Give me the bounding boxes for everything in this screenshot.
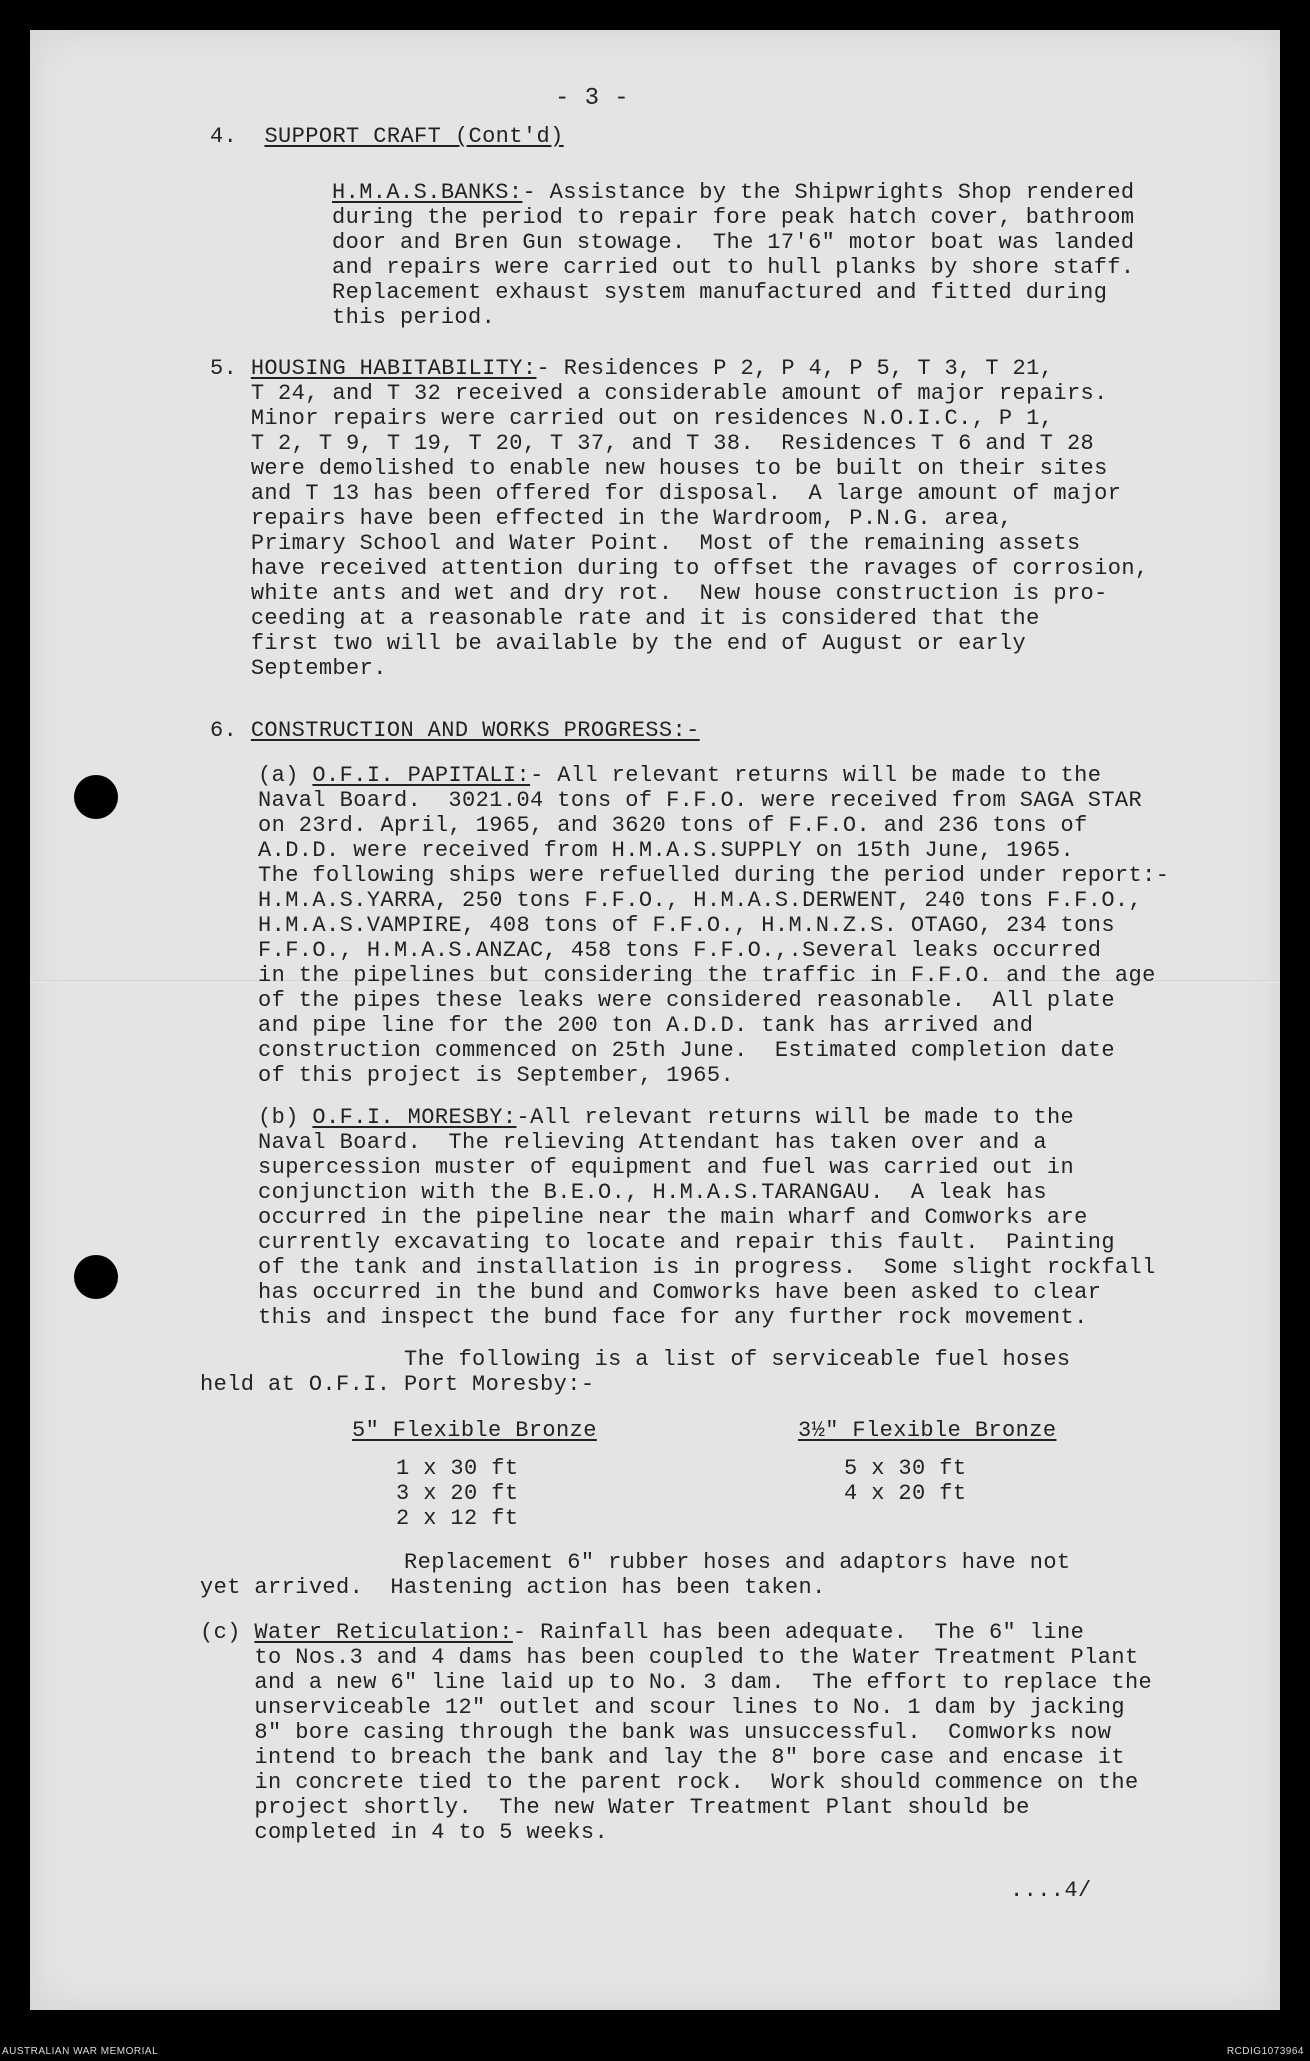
paragraph-line: of this project is September, 1965. [258,1063,735,1088]
paragraph-line: construction commenced on 25th June. Estimated completion date [258,1038,1115,1063]
paragraph-line: Naval Board. 3021.04 tons of F.F.O. were received from SAGA STAR [258,788,1143,813]
subsection-label: O.F.I. PAPITALI: [312,763,531,788]
section-heading: HOUSING HABITABILITY: [250,356,537,381]
section-heading: SUPPORT CRAFT (Cont'd) [264,124,564,149]
paragraph-line: F.F.O., H.M.A.S.ANZAC, 458 tons F.F.O.,.Several leaks occurred [258,938,1102,963]
paragraph-line: has occurred in the bund and Comworks have been asked to clear [258,1280,1102,1305]
section-6b-paragraph [258,1105,1156,1330]
subsection-prefix: (b) [258,1105,313,1130]
page-number: - 3 - [555,85,630,112]
paragraph-line: project shortly. The new Water Treatment Plant should be [254,1795,1030,1820]
paragraph-line: and repairs were carried out to hull planks by shore staff. [332,255,1135,280]
paragraph-line: this and inspect the bund face for any further rock movement. [258,1305,1088,1330]
section-6a-paragraph [258,763,1169,1088]
hose-item: 5 x 30 ft [844,1456,967,1481]
paragraph-line: intend to breach the bank and lay the 8" bore case and encase it [254,1745,1125,1770]
paragraph-line: door and Bren Gun stowage. The 17'6" motor boat was landed [332,230,1135,255]
paragraph-line: unserviceable 12" outlet and scour lines to No. 1 dam by jacking [254,1695,1125,1720]
paragraph-line: supercession muster of equipment and fuel was carried out in [258,1155,1075,1180]
paragraph-line: of the pipes these leaks were considered reasonable. All plate [258,988,1115,1013]
subsection-label: Water Reticulation: [254,1620,513,1645]
document-page [30,30,1280,2010]
hose-column-heading: 3½" Flexible Bronze [798,1418,1057,1443]
hose-column-heading: 5" Flexible Bronze [352,1418,597,1443]
paragraph-line: - Rainfall has been adequate. The 6" line [512,1620,1085,1645]
hoses-intro-paragraph [200,1347,1071,1397]
paragraph-line: to Nos.3 and 4 dams has been coupled to the Water Treatment Plant [254,1645,1139,1670]
record-id: RCDIG1073964 [1226,2046,1304,2057]
paragraph-line: Naval Board. The relieving Attendant has taken over and a [258,1130,1047,1155]
section-number: 4. [210,124,238,149]
paragraph-line: The following is a list of serviceable fuel hoses [200,1347,1071,1372]
paragraph-line: and a new 6" line laid up to No. 3 dam. The effort to replace the [254,1670,1153,1695]
paragraph-line: have received attention during to offset the ravages of corrosion, [250,556,1149,581]
paragraph-line: ceeding at a reasonable rate and it is considered that the [250,606,1040,631]
section-5-paragraph [210,356,1149,681]
paragraph-line: T 24, and T 32 received a considerable amount of major repairs. [250,381,1108,406]
paragraph-line: The following ships were refuelled during the period under report:- [258,863,1170,888]
paragraph-line: during the period to repair fore peak hatch cover, bathroom [332,205,1135,230]
hose-column-3half-in [798,1418,1056,1443]
section-number: 5. [210,356,238,381]
paragraph-line: conjunction with the B.E.O., H.M.A.S.TARANGAU. A leak has [258,1180,1047,1205]
archive-caption: AUSTRALIAN WAR MEMORIAL [2,2046,159,2057]
section-number: 6. [210,718,238,743]
section-6-heading [210,718,700,743]
paragraph-line: held at O.F.I. Port Moresby:- [200,1372,595,1397]
paragraph-line: this period. [332,305,496,330]
subsection-prefix: (a) [258,763,313,788]
section-6c-paragraph [200,1620,1152,1845]
section-heading: CONSTRUCTION AND WORKS PROGRESS:- [250,718,700,743]
paragraph-line: in the pipelines but considering the traffic in F.F.O. and the age [258,963,1156,988]
hose-list-5in [396,1456,518,1531]
subsection-prefix: (c) [200,1620,255,1645]
paragraph-line: first two will be available by the end of August or early [250,631,1027,656]
paragraph-line: yet arrived. Hastening action has been taken. [200,1575,826,1600]
punch-hole-lower [74,1255,118,1299]
paragraph-line: and T 13 has been offered for disposal. A large amount of major [250,481,1122,506]
paragraph-line: repairs have been effected in the Wardroom, P.N.G. area, [250,506,1013,531]
hose-item: 4 x 20 ft [844,1481,967,1506]
paragraph-line: -All relevant returns will be made to the [516,1105,1075,1130]
paragraph-line: currently excavating to locate and repair this fault. Painting [258,1230,1115,1255]
paragraph-line: in concrete tied to the parent rock. Work should commence on the [254,1770,1139,1795]
subsection-label: O.F.I. MORESBY: [312,1105,517,1130]
hose-item: 1 x 30 ft [396,1456,519,1481]
paragraph-line: white ants and wet and dry rot. New house construction is pro- [250,581,1108,606]
paragraph-line: Replacement 6" rubber hoses and adaptors have not [200,1550,1071,1575]
paragraph-line: H.M.A.S.VAMPIRE, 408 tons of F.F.O., H.M.N.Z.S. OTAGO, 234 tons [258,913,1115,938]
paragraph-line: of the tank and installation is in progress. Some slight rockfall [258,1255,1156,1280]
paragraph-line: completed in 4 to 5 weeks. [254,1820,609,1845]
vessel-label: H.M.A.S.BANKS: [332,180,523,205]
section-4-paragraph [332,180,1135,330]
hose-item: 3 x 20 ft [396,1481,519,1506]
hose-column-5in [352,1418,597,1443]
paragraph-line: were demolished to enable new houses to be built on their sites [250,456,1108,481]
hose-item: 2 x 12 ft [396,1506,519,1531]
paragraph-line: and pipe line for the 200 ton A.D.D. tank has arrived and [258,1013,1034,1038]
paragraph-line: Replacement exhaust system manufactured and fitted during [332,280,1108,305]
paragraph-line: - All relevant returns will be made to the [530,763,1102,788]
paragraph-line: A.D.D. were received from H.M.A.S.SUPPLY on 15th June, 1965. [258,838,1075,863]
paragraph-line: T 2, T 9, T 19, T 20, T 37, and T 38. Residences T 6 and T 28 [250,431,1095,456]
paragraph-line: H.M.A.S.YARRA, 250 tons F.F.O., H.M.A.S.DERWENT, 240 tons F.F.O., [258,888,1143,913]
paragraph-line: occurred in the pipeline near the main wharf and Comworks are [258,1205,1088,1230]
paragraph-line: Primary School and Water Point. Most of the remaining assets [250,531,1081,556]
replacement-paragraph [200,1550,1071,1600]
paragraph-line: - Residences P 2, P 4, P 5, T 3, T 21, [536,356,1054,381]
paragraph-line: on 23rd. April, 1965, and 3620 tons of F.F.O. and 236 tons of [258,813,1088,838]
continuation-marker: ....4/ [1010,1878,1092,1903]
paragraph-line: Minor repairs were carried out on residences N.O.I.C., P 1, [250,406,1054,431]
hose-list-3half-in [844,1456,966,1506]
section-4-heading [210,124,564,149]
paragraph-line: September. [250,656,387,681]
paragraph-line: - Assistance by the Shipwrights Shop rendered [522,180,1135,205]
paragraph-line: 8" bore casing through the bank was unsuccessful. Comworks now [254,1720,1112,1745]
punch-hole-upper [74,775,118,819]
